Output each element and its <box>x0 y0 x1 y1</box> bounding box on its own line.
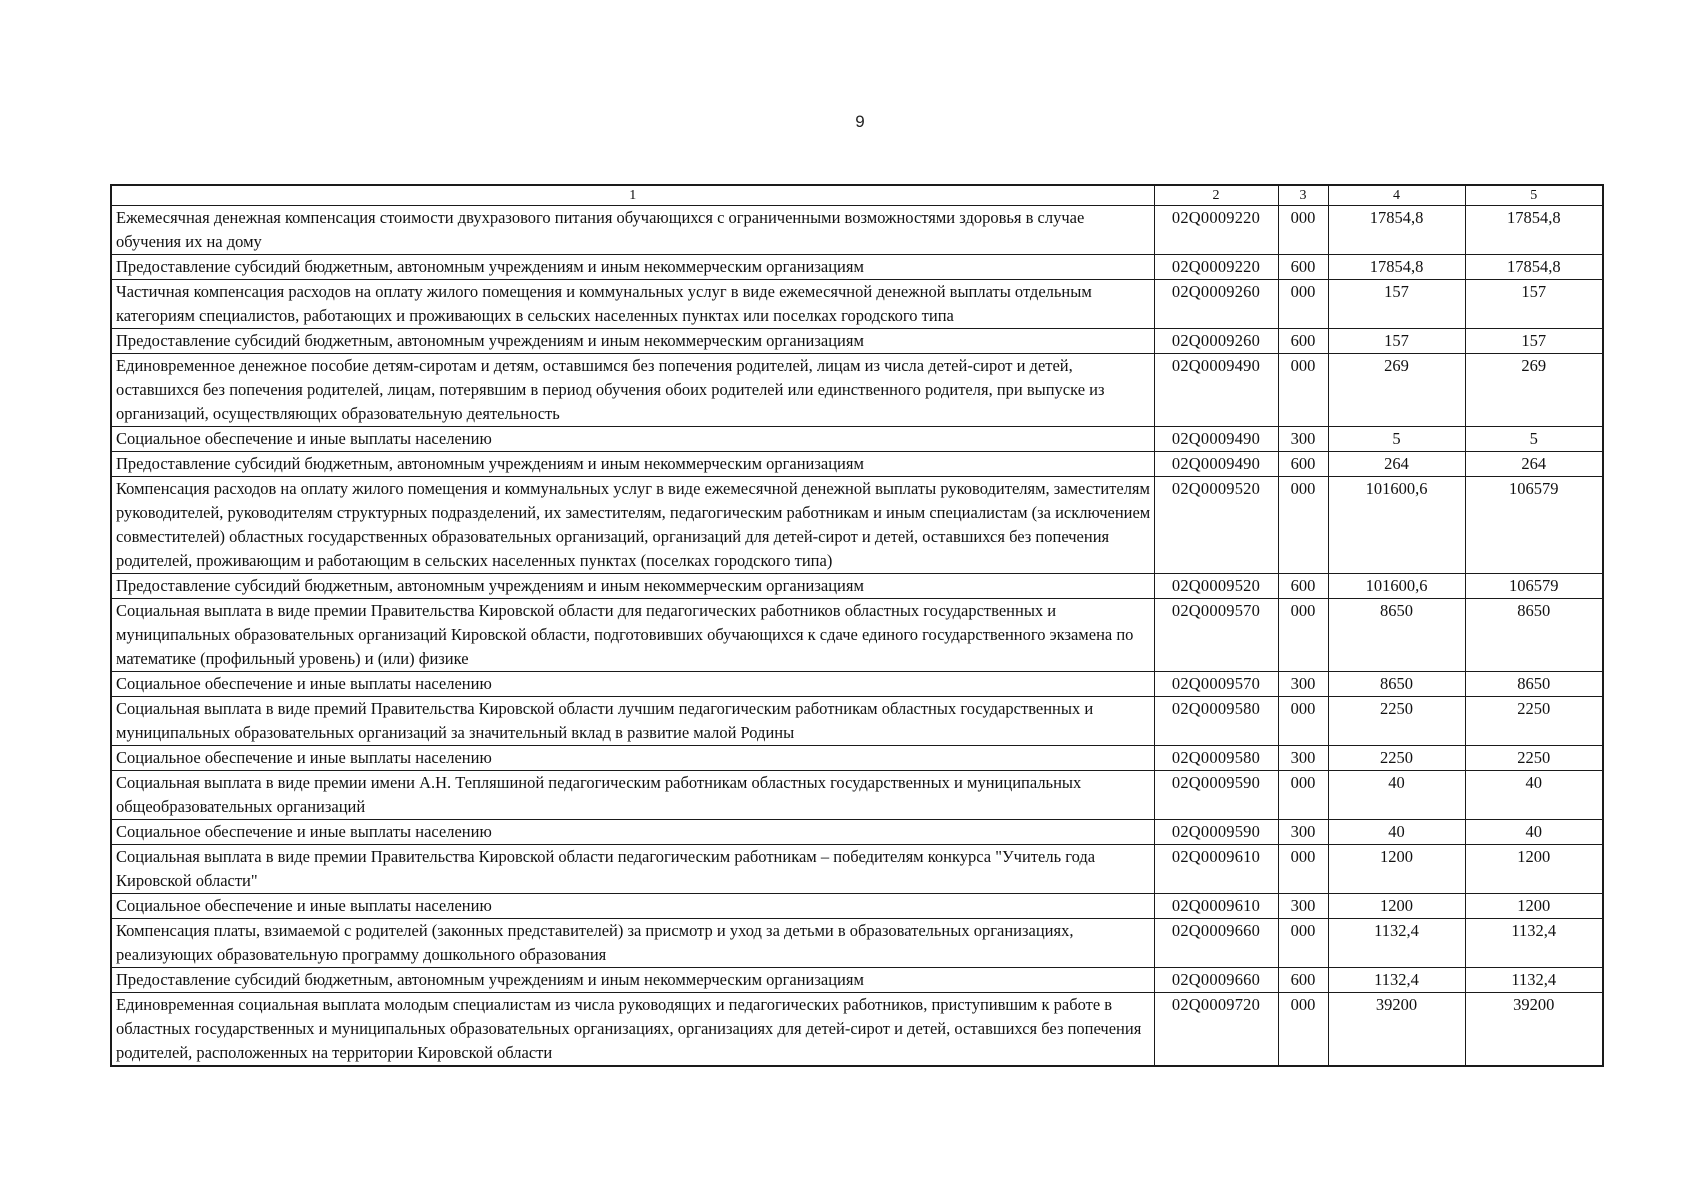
row-expense-type-cell: 300 <box>1278 894 1328 919</box>
row-code-cell: 02Q0009520 <box>1154 574 1278 599</box>
row-amount-year1-cell: 2250 <box>1328 697 1465 746</box>
row-name-cell: Социальная выплата в виде премии Правительства Кировской области для педагогических работников областных государственных и муниципальных образовательных организаций Кировской области, подготовивших обучающихся к сдаче единого государственного экзамена по математике (профильный уровень) и (или) физике <box>111 599 1154 672</box>
row-code-cell: 02Q0009570 <box>1154 672 1278 697</box>
row-amount-year1-cell: 264 <box>1328 452 1465 477</box>
row-expense-type-cell: 600 <box>1278 255 1328 280</box>
table-row <box>111 206 1603 255</box>
row-amount-year2-cell: 2250 <box>1465 697 1603 746</box>
row-name-cell: Компенсация расходов на оплату жилого помещения и коммунальных услуг в виде ежемесячной денежной выплаты руководителям, заместителям руководителей, руководителям структурных подразделений, их заместителям, педагогическим работникам и иным специалистам (за исключением совместителей) областных государственных образовательных организаций, организаций для детей-сирот и детей, оставшихся без попечения родителей, проживающим и работающим в сельских населенных пунктах (поселках городского типа) <box>111 477 1154 574</box>
table-row <box>111 894 1603 919</box>
row-amount-year1-cell: 1132,4 <box>1328 919 1465 968</box>
row-name-cell: Социальная выплата в виде премии Правительства Кировской области педагогическим работникам – победителям конкурса "Учитель года Кировской области" <box>111 845 1154 894</box>
table-row <box>111 255 1603 280</box>
row-name-cell: Социальная выплата в виде премии имени А.Н. Тепляшиной педагогическим работникам областных государственных и муниципальных общеобразовательных организаций <box>111 771 1154 820</box>
row-amount-year2-cell: 17854,8 <box>1465 255 1603 280</box>
row-name-cell: Социальное обеспечение и иные выплаты населению <box>111 746 1154 771</box>
table-row <box>111 452 1603 477</box>
row-name-cell: Единовременное денежное пособие детям-сиротам и детям, оставшимся без попечения родителей, лицам из числа детей-сирот и детей, оставшихся без попечения родителей, лицам, потерявшим в период обучения обоих родителей или единственного родителя, при выпуске из организаций, осуществляющих образовательную деятельность <box>111 354 1154 427</box>
row-amount-year2-cell: 264 <box>1465 452 1603 477</box>
row-name-cell: Единовременная социальная выплата молодым специалистам из числа руководящих и педагогических работников, приступившим к работе в областных государственных и муниципальных образовательных организациях, организациях для детей-сирот и детей, оставшихся без попечения родителей, расположенных на территории Кировской области <box>111 993 1154 1067</box>
row-expense-type-cell: 600 <box>1278 329 1328 354</box>
row-amount-year2-cell: 5 <box>1465 427 1603 452</box>
row-code-cell: 02Q0009590 <box>1154 820 1278 845</box>
row-expense-type-cell: 000 <box>1278 477 1328 574</box>
table-row <box>111 993 1603 1067</box>
table-row <box>111 820 1603 845</box>
row-amount-year1-cell: 5 <box>1328 427 1465 452</box>
row-code-cell: 02Q0009720 <box>1154 993 1278 1067</box>
row-code-cell: 02Q0009490 <box>1154 427 1278 452</box>
row-amount-year2-cell: 106579 <box>1465 574 1603 599</box>
row-expense-type-cell: 300 <box>1278 427 1328 452</box>
table-row <box>111 968 1603 993</box>
row-amount-year2-cell: 17854,8 <box>1465 206 1603 255</box>
row-amount-year1-cell: 40 <box>1328 771 1465 820</box>
row-code-cell: 02Q0009220 <box>1154 255 1278 280</box>
row-expense-type-cell: 000 <box>1278 919 1328 968</box>
table-row <box>111 477 1603 574</box>
row-amount-year1-cell: 101600,6 <box>1328 574 1465 599</box>
row-code-cell: 02Q0009590 <box>1154 771 1278 820</box>
row-amount-year1-cell: 40 <box>1328 820 1465 845</box>
row-amount-year1-cell: 1132,4 <box>1328 968 1465 993</box>
row-amount-year2-cell: 269 <box>1465 354 1603 427</box>
page-number: 9 <box>855 112 865 131</box>
row-name-cell: Предоставление субсидий бюджетным, автономным учреждениям и иным некоммерческим организациям <box>111 574 1154 599</box>
row-expense-type-cell: 600 <box>1278 452 1328 477</box>
row-expense-type-cell: 600 <box>1278 574 1328 599</box>
row-code-cell: 02Q0009580 <box>1154 697 1278 746</box>
table-row <box>111 574 1603 599</box>
row-code-cell: 02Q0009260 <box>1154 280 1278 329</box>
row-code-cell: 02Q0009220 <box>1154 206 1278 255</box>
row-amount-year1-cell: 39200 <box>1328 993 1465 1067</box>
row-code-cell: 02Q0009490 <box>1154 354 1278 427</box>
table-row <box>111 354 1603 427</box>
row-code-cell: 02Q0009260 <box>1154 329 1278 354</box>
row-code-cell: 02Q0009520 <box>1154 477 1278 574</box>
table-row <box>111 672 1603 697</box>
row-code-cell: 02Q0009660 <box>1154 919 1278 968</box>
row-code-cell: 02Q0009570 <box>1154 599 1278 672</box>
row-name-cell: Социальная выплата в виде премий Правительства Кировской области лучшим педагогическим работникам областных государственных и муниципальных образовательных организаций за значительный вклад в развитие малой Родины <box>111 697 1154 746</box>
row-expense-type-cell: 000 <box>1278 771 1328 820</box>
row-expense-type-cell: 000 <box>1278 697 1328 746</box>
row-amount-year2-cell: 8650 <box>1465 672 1603 697</box>
row-amount-year2-cell: 40 <box>1465 820 1603 845</box>
row-amount-year2-cell: 157 <box>1465 329 1603 354</box>
table-header <box>111 185 1603 206</box>
table-row <box>111 280 1603 329</box>
row-expense-type-cell: 300 <box>1278 746 1328 771</box>
row-amount-year1-cell: 269 <box>1328 354 1465 427</box>
row-amount-year2-cell: 157 <box>1465 280 1603 329</box>
row-code-cell: 02Q0009660 <box>1154 968 1278 993</box>
row-amount-year2-cell: 39200 <box>1465 993 1603 1067</box>
table-row <box>111 845 1603 894</box>
row-code-cell: 02Q0009610 <box>1154 894 1278 919</box>
row-name-cell: Предоставление субсидий бюджетным, автономным учреждениям и иным некоммерческим организациям <box>111 329 1154 354</box>
row-name-cell: Предоставление субсидий бюджетным, автономным учреждениям и иным некоммерческим организациям <box>111 452 1154 477</box>
row-name-cell: Социальное обеспечение и иные выплаты населению <box>111 894 1154 919</box>
table-row <box>111 771 1603 820</box>
row-amount-year1-cell: 17854,8 <box>1328 255 1465 280</box>
row-amount-year1-cell: 2250 <box>1328 746 1465 771</box>
table-row <box>111 427 1603 452</box>
header-col-2: 2 <box>1154 185 1278 206</box>
row-expense-type-cell: 000 <box>1278 280 1328 329</box>
row-expense-type-cell: 000 <box>1278 354 1328 427</box>
row-expense-type-cell: 000 <box>1278 845 1328 894</box>
row-name-cell: Компенсация платы, взимаемой с родителей (законных представителей) за присмотр и уход за детьми в образовательных организациях, реализующих образовательную программу дошкольного образования <box>111 919 1154 968</box>
row-expense-type-cell: 000 <box>1278 206 1328 255</box>
table-row <box>111 746 1603 771</box>
row-code-cell: 02Q0009610 <box>1154 845 1278 894</box>
table-row <box>111 599 1603 672</box>
budget-table <box>110 184 1604 1067</box>
row-amount-year2-cell: 40 <box>1465 771 1603 820</box>
row-name-cell: Частичная компенсация расходов на оплату жилого помещения и коммунальных услуг в виде ежемесячной денежной выплаты отдельным категориям специалистов, работающих и проживающих в сельских населенных пунктах или поселках городского типа <box>111 280 1154 329</box>
row-amount-year1-cell: 1200 <box>1328 845 1465 894</box>
row-name-cell: Ежемесячная денежная компенсация стоимости двухразового питания обучающихся с ограниченными возможностями здоровья в случае обучения их на дому <box>111 206 1154 255</box>
table-row <box>111 919 1603 968</box>
header-col-5: 5 <box>1465 185 1603 206</box>
row-name-cell: Предоставление субсидий бюджетным, автономным учреждениям и иным некоммерческим организациям <box>111 968 1154 993</box>
row-amount-year1-cell: 8650 <box>1328 599 1465 672</box>
row-amount-year2-cell: 1200 <box>1465 894 1603 919</box>
row-amount-year1-cell: 157 <box>1328 280 1465 329</box>
row-expense-type-cell: 000 <box>1278 993 1328 1067</box>
row-amount-year2-cell: 2250 <box>1465 746 1603 771</box>
row-name-cell: Социальное обеспечение и иные выплаты населению <box>111 427 1154 452</box>
header-col-1: 1 <box>111 185 1154 206</box>
row-expense-type-cell: 000 <box>1278 599 1328 672</box>
row-amount-year2-cell: 106579 <box>1465 477 1603 574</box>
row-amount-year2-cell: 1200 <box>1465 845 1603 894</box>
table-row <box>111 697 1603 746</box>
row-code-cell: 02Q0009580 <box>1154 746 1278 771</box>
row-name-cell: Предоставление субсидий бюджетным, автономным учреждениям и иным некоммерческим организациям <box>111 255 1154 280</box>
row-amount-year2-cell: 1132,4 <box>1465 919 1603 968</box>
table-body <box>111 206 1603 1067</box>
row-code-cell: 02Q0009490 <box>1154 452 1278 477</box>
table-row <box>111 329 1603 354</box>
row-amount-year1-cell: 1200 <box>1328 894 1465 919</box>
row-expense-type-cell: 300 <box>1278 672 1328 697</box>
row-name-cell: Социальное обеспечение и иные выплаты населению <box>111 820 1154 845</box>
row-amount-year2-cell: 1132,4 <box>1465 968 1603 993</box>
header-col-4: 4 <box>1328 185 1465 206</box>
header-row <box>111 185 1603 206</box>
row-amount-year1-cell: 157 <box>1328 329 1465 354</box>
row-amount-year2-cell: 8650 <box>1465 599 1603 672</box>
row-amount-year1-cell: 17854,8 <box>1328 206 1465 255</box>
row-amount-year1-cell: 101600,6 <box>1328 477 1465 574</box>
row-expense-type-cell: 600 <box>1278 968 1328 993</box>
row-expense-type-cell: 300 <box>1278 820 1328 845</box>
row-name-cell: Социальное обеспечение и иные выплаты населению <box>111 672 1154 697</box>
header-col-3: 3 <box>1278 185 1328 206</box>
row-amount-year1-cell: 8650 <box>1328 672 1465 697</box>
